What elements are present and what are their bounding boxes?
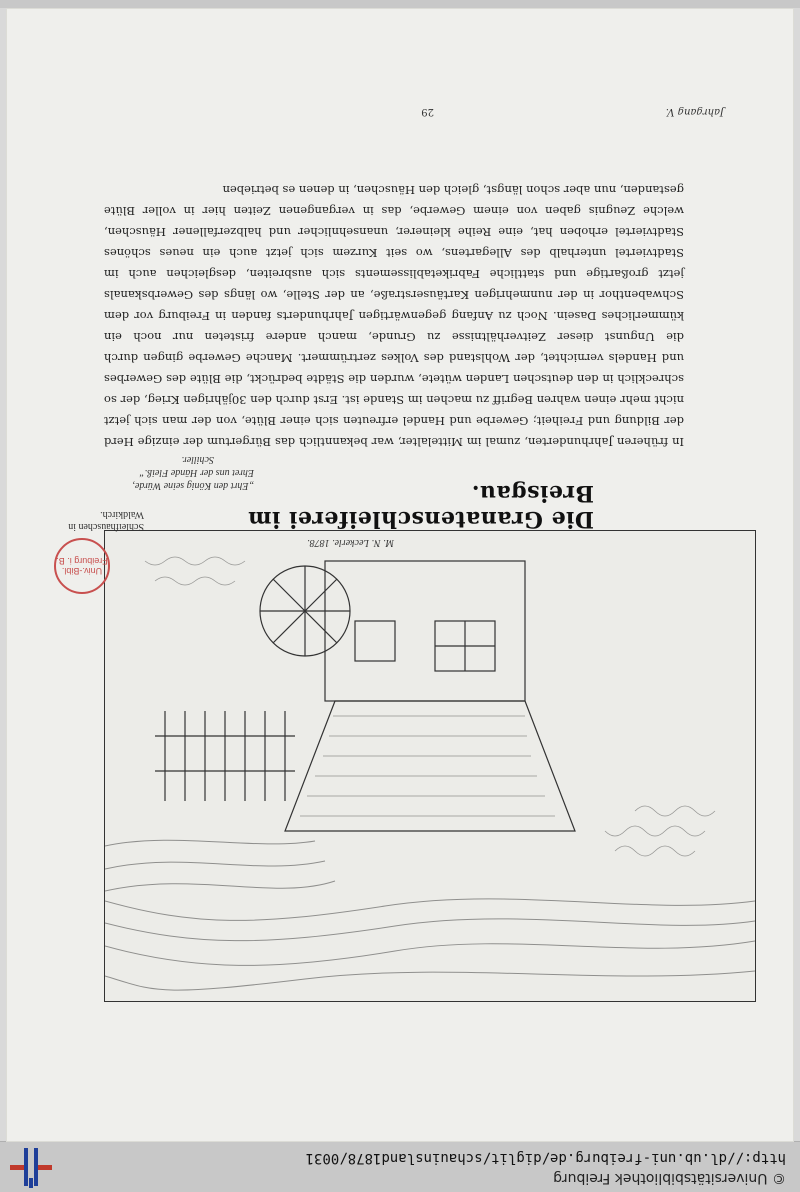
- motto-line: Ehret uns der Hände Fleiß.“: [139, 467, 254, 478]
- motto-author: Schiller.: [181, 454, 214, 465]
- library-stamp: Univ.-Bibl. Freiburg i. B.: [54, 538, 110, 594]
- illustration-drawing: [105, 531, 755, 1001]
- viewer-header: [0, 1141, 800, 1192]
- motto: [74, 453, 254, 492]
- scanned-page: [6, 8, 794, 1142]
- artist-signature: M. N. Leckerle. 1878.: [307, 537, 394, 548]
- university-logo-icon: [10, 1146, 52, 1188]
- article-body: In früheren Jahrhunderten, zumal im Mittelalter, war bekanntlich das Bürgertum der einzige Herd der Bildung und Freiheit; Gewerbe und Handel erfreuten sich einer Blüte, von der man sich jetzt nicht mehr einen wahren Begriff zu machen im Stande ist. Erst durch den 30jährigen Krieg, der so schrecklich in den deutschen Landen wütete, wurden die Städte bedrückt, die Blüte des Gewerbes und Handels vernichtet, der Wohlstand des Volkes zertrümmert. Manche Gewerbe gingen durch die Ungunst dieser Zeitverhältnisse zu Grunde, manch andere fristeten nur noch ein kümmerliches Dasein. Noch zu Anfang gegenwärtigen Jahrhunderts fanden in Freiburg vor dem Schwabenthor in der nunmehrigen Kartäuserstraße, an der Stelle, wo längs des Gewerbskanals jetzt großartige und stattliche Fabriketablissements sich ausbreiten, desgleichen auch im Stadtviertel unterhalb des Allegartens, wo seit Kurzem sich jetzt auch ein neues schönes Stadtviertel erhoben hat, eine Reihe kleinerer, unansehnlicher und halbzerfallener Häuschen, welche Zeugnis gaben von einem Gewerbe, das in vergangenen Zeiten hier in voller Blüte gestanden, nun aber schon längst, gleich den Häuschen, in denen es betrieben: [104, 183, 684, 449]
- volume-label: Jahrgang V.: [665, 106, 724, 117]
- article-title: Die Granatenschleiferei im Breisgau.: [247, 480, 594, 532]
- copyright-notice: © Universitätsbibliothek Freiburg: [553, 1170, 786, 1186]
- caption-line: Schleifhäuschen in: [68, 521, 144, 532]
- motto-line: „Ehrt den König seine Würde,: [132, 480, 254, 491]
- page-number: 29: [421, 106, 434, 117]
- document-url[interactable]: http://dl.ub.uni-freiburg.de/diglit/schauinsland1878/0031: [305, 1150, 786, 1166]
- illustration-caption: [68, 508, 144, 532]
- caption-line: Waldkirch.: [100, 509, 144, 520]
- illustration: [104, 530, 756, 1002]
- viewer-footer: [0, 0, 800, 8]
